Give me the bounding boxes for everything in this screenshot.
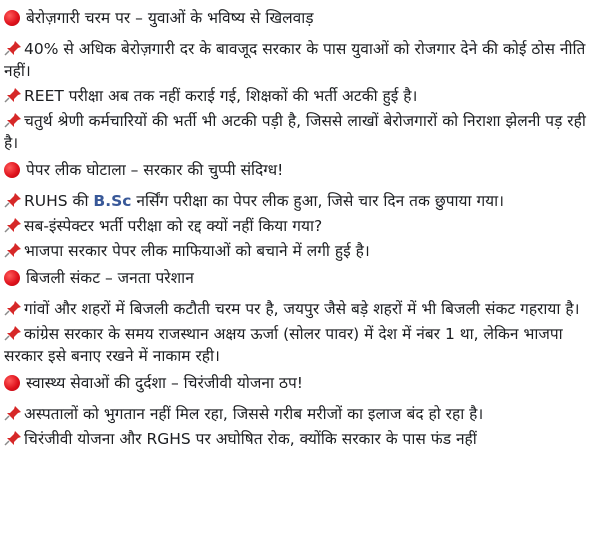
section-heading bbox=[4, 6, 592, 30]
list-item-text: REET परीक्षा अब तक नहीं कराई गई, शिक्षकों की भर्ती अटकी हुई है। bbox=[24, 87, 418, 105]
list-item bbox=[4, 215, 592, 237]
pushpin-icon bbox=[4, 405, 22, 421]
red-circle-icon bbox=[4, 162, 20, 178]
section-heading-text: पेपर लीक घोटाला – सरकार की चुप्पी संदिग्ध! bbox=[26, 161, 284, 179]
list-item-text: चिरंजीवी योजना और RGHS पर अघोषित रोक, क्योंकि सरकार के पास फंड नहीं bbox=[24, 430, 477, 448]
section-heading bbox=[4, 158, 592, 182]
pushpin-icon bbox=[4, 40, 22, 56]
section-heading bbox=[4, 266, 592, 290]
list-item bbox=[4, 323, 592, 367]
pushpin-icon bbox=[4, 112, 22, 128]
section-heading-text: बिजली संकट – जनता परेशान bbox=[26, 269, 194, 287]
pushpin-icon bbox=[4, 192, 22, 208]
list-item-text: कांग्रेस सरकार के समय राजस्थान अक्षय ऊर्जा (सोलर पावर) में देश में नंबर 1 था, लेकिन भाजपा सरकार इसे बनाए रखने में नाकाम रही। bbox=[4, 325, 563, 365]
section-heading bbox=[4, 371, 592, 395]
section-heading-text: बेरोज़गारी चरम पर – युवाओं के भविष्य से खिलवाड़ bbox=[26, 9, 314, 27]
section-unemployment bbox=[4, 6, 592, 154]
list-item-text: गांवों और शहरों में बिजली कटौती चरम पर है, जयपुर जैसे बड़े शहरों में भी बिजली संकट गहराया है। bbox=[24, 300, 580, 318]
list-item-text: चतुर्थ श्रेणी कर्मचारियों की भर्ती भी अटकी पड़ी है, जिससे लाखों बेरोजगारों को निराशा झेलनी पड़ रही है। bbox=[4, 112, 586, 152]
list-item-text-post: नर्सिंग परीक्षा का पेपर लीक हुआ, जिसे चार दिन तक छुपाया गया। bbox=[131, 192, 505, 210]
section-health-services bbox=[4, 371, 592, 450]
list-item bbox=[4, 38, 592, 82]
section-paper-leak bbox=[4, 158, 592, 262]
list-item bbox=[4, 403, 592, 425]
list-item-text: सब-इंस्पेक्टर भर्ती परीक्षा को रद्द क्यों नहीं किया गया? bbox=[24, 217, 323, 235]
hashtag-link[interactable]: B.Sc bbox=[93, 192, 132, 210]
list-item bbox=[4, 428, 592, 450]
pushpin-icon bbox=[4, 300, 22, 316]
list-item bbox=[4, 240, 592, 262]
list-item bbox=[4, 298, 592, 320]
pushpin-icon bbox=[4, 325, 22, 341]
list-item-text: अस्पतालों को भुगतान नहीं मिल रहा, जिससे गरीब मरीजों का इलाज बंद हो रहा है। bbox=[24, 405, 484, 423]
list-item-text: 40% से अधिक बेरोज़गारी दर के बावजूद सरकार के पास युवाओं को रोजगार देने की कोई ठोस नीति नहीं। bbox=[4, 40, 586, 80]
pushpin-icon bbox=[4, 242, 22, 258]
list-item bbox=[4, 110, 592, 154]
section-power-crisis bbox=[4, 266, 592, 367]
section-heading-text: स्वास्थ्य सेवाओं की दुर्दशा – चिरंजीवी योजना ठप! bbox=[26, 374, 303, 392]
red-circle-icon bbox=[4, 10, 20, 26]
list-item bbox=[4, 190, 592, 212]
pushpin-icon bbox=[4, 217, 22, 233]
pushpin-icon bbox=[4, 87, 22, 103]
red-circle-icon bbox=[4, 375, 20, 391]
list-item-text: भाजपा सरकार पेपर लीक माफियाओं को बचाने में लगी हुई है। bbox=[24, 242, 370, 260]
list-item-text-pre: RUHS की bbox=[24, 192, 94, 210]
red-circle-icon bbox=[4, 270, 20, 286]
list-item bbox=[4, 85, 592, 107]
pushpin-icon bbox=[4, 430, 22, 446]
